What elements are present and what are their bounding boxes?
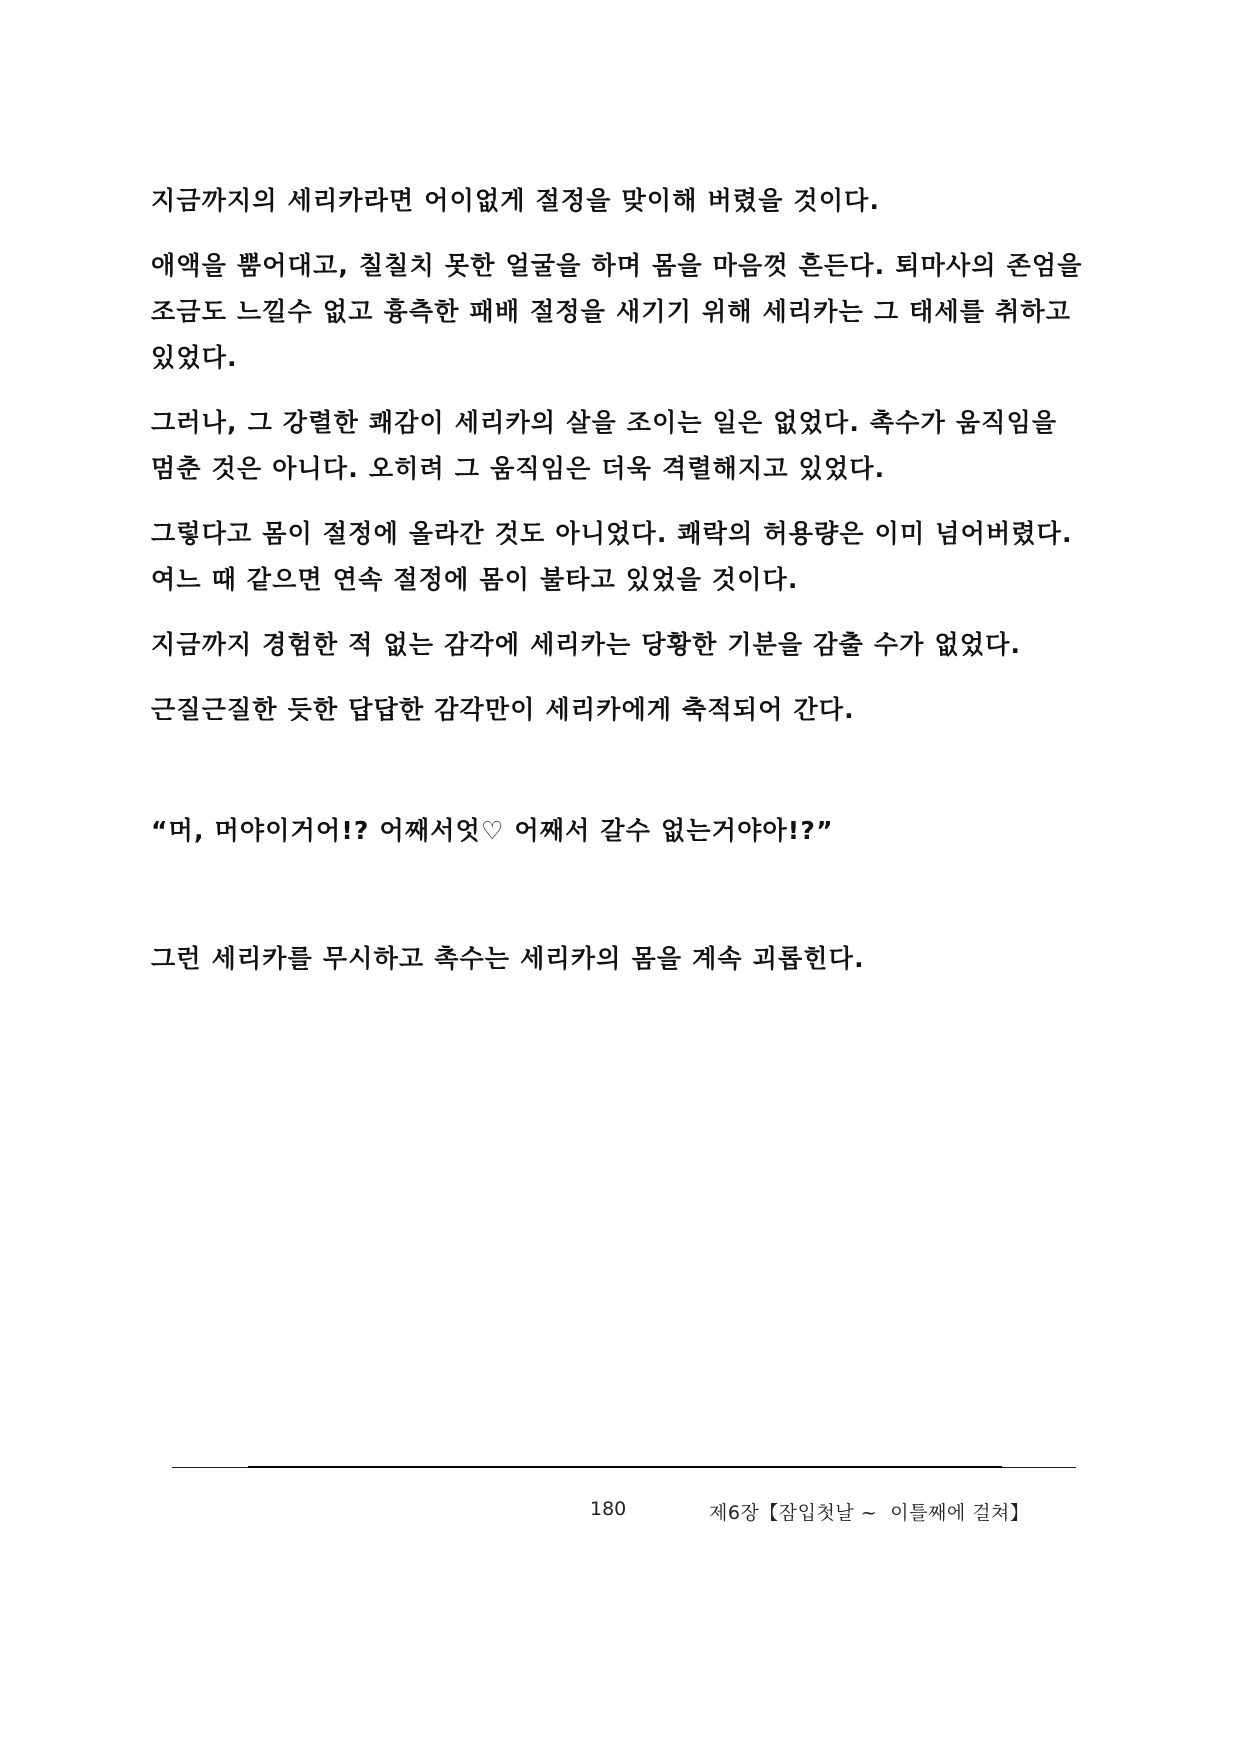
dialogue-line: “머, 머야이거어!? 어째서엇♡ 어째서 갈수 없는거야아!?” (151, 816, 834, 845)
chapter-title: 제6장【잠입첫날 ~ 이틀째에 걸쳐】 (709, 1502, 1030, 1524)
page-body (151, 178, 1095, 1001)
paragraph-1: 지금까지의 세리카라면 어이없게 절정을 맞이해 버렸을 것이다. (151, 186, 881, 215)
paragraph-2: 애액을 뿜어대고, 칠칠치 못한 얼굴을 하며 몸을 마음껏 흔든다. 퇴마사의 존엄을 조금도 느낄수 없고 흉측한 패배 절정을 새기기 위해 세리카는 그 태세를 취하고 있었다. (151, 251, 1083, 372)
blank-line (151, 854, 1095, 936)
blank-line (151, 752, 1095, 808)
footer-rule-thick (248, 1466, 1002, 1468)
closing-paragraph: 그런 세리카를 무시하고 촉수는 세리카의 몸을 계속 괴롭힌다. (151, 944, 865, 973)
page-number: 180 (590, 1498, 627, 1520)
paragraph-3: 그러나, 그 강렬한 쾌감이 세리카의 살을 조이는 일은 없었다. 촉수가 움직임을 멈춘 것은 아니다. 오히려 그 움직임은 더욱 격렬해지고 있었다. (151, 408, 1058, 483)
paragraph-5: 지금까지 경험한 적 없는 감각에 세리카는 당황한 기분을 감출 수가 없었다. (151, 630, 1022, 659)
paragraph-4: 그렇다고 몸이 절정에 올라간 것도 아니었다. 쾌락의 허용량은 이미 넘어버렸다. 여느 때 같으면 연속 절정에 몸이 불타고 있었을 것이다. (151, 519, 1073, 594)
page-footer (0, 1498, 1240, 1528)
paragraph-6: 근질근질한 듯한 답답한 감각만이 세리카에게 축적되어 간다. (151, 695, 855, 724)
